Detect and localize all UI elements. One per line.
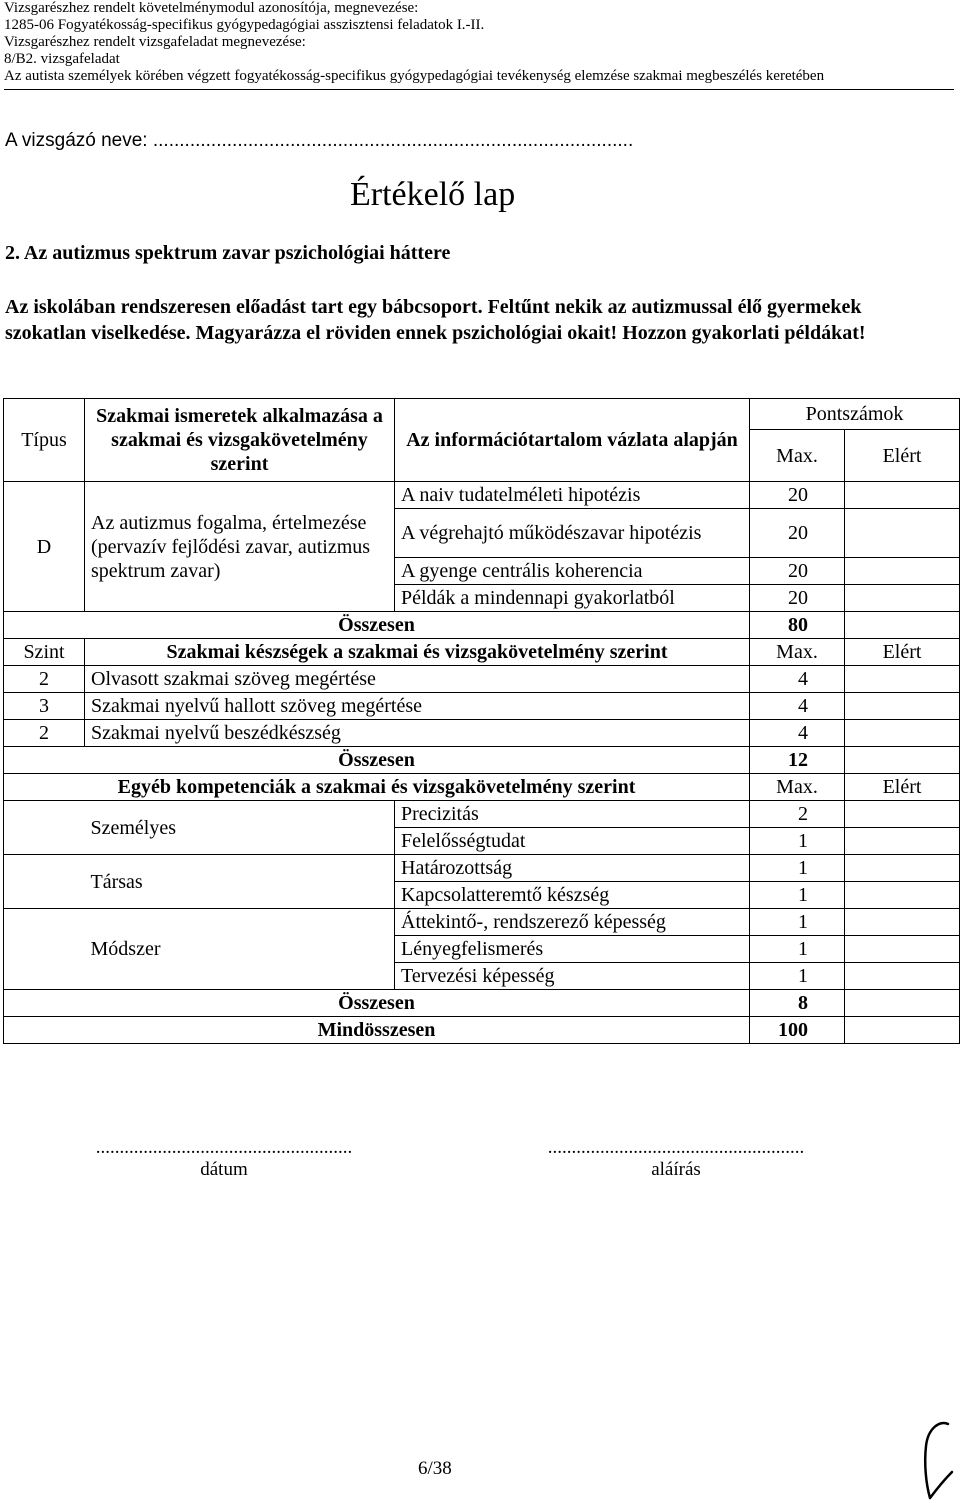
grand-total-label: Mindösszesen [4, 1017, 750, 1044]
knowledge-item-max: 20 [750, 558, 845, 585]
skill-text: Szakmai nyelvű hallott szöveg megértése [85, 693, 750, 720]
knowledge-total-achieved [845, 612, 960, 639]
date-dots: ...................................................... [95, 1137, 353, 1158]
skills-total-achieved [845, 747, 960, 774]
skill-achieved [845, 693, 960, 720]
knowledge-topic-cell: Az autizmus fogalma, értelmezése (pervazív fejlődési zavar, autizmus spektrum zavar) [85, 482, 395, 612]
other-item-achieved [845, 882, 960, 909]
skills-heading: Szakmai készségek a szakmai és vizsgakövetelmény szerint [85, 639, 750, 666]
skill-max: 4 [750, 720, 845, 747]
other-item-max: 1 [750, 963, 845, 990]
skills-achieved-header: Elért [845, 639, 960, 666]
signature-dots: ...................................................... [547, 1137, 805, 1158]
skill-max: 4 [750, 666, 845, 693]
other-group-social: Társas [85, 855, 395, 909]
knowledge-total-label: Összesen [4, 612, 750, 639]
date-label: dátum [200, 1159, 248, 1180]
header-type-cell: Típus [4, 399, 85, 482]
knowledge-item-max: 20 [750, 585, 845, 612]
section-title: 2. Az autizmus spektrum zavar pszichológiai háttere [5, 242, 451, 264]
other-item-max: 1 [750, 882, 845, 909]
header-line-5: Az autista személyek körében végzett fogyatékosság-specifikus gyógypedagógiai tevékenység elemzése szakmai megbeszélés keretében [4, 68, 825, 84]
header-knowledge-cell: Szakmai ismeretek alkalmazása a szakmai és vizsgakövetelmény szerint [85, 399, 395, 482]
knowledge-type-cell: D [4, 482, 85, 612]
other-item-max: 1 [750, 828, 845, 855]
header-max-cell: Max. [750, 430, 845, 482]
other-item-max: 1 [750, 909, 845, 936]
grand-total-achieved [845, 1017, 960, 1044]
other-total-achieved [845, 990, 960, 1017]
other-item-max: 1 [750, 936, 845, 963]
task-description: Az iskolában rendszeresen előadást tart egy bábcsoport. Feltűnt nekik az autizmussal élő gyermekek szokatlan viselkedése. Magyarázza el röviden ennek pszichológiai okait! Hozzon gyakorlati példákat! [5, 296, 866, 344]
skills-max-header: Max. [750, 639, 845, 666]
header-points-cell: Pontszámok [750, 399, 960, 430]
page-title: Értékelő lap [350, 176, 516, 213]
other-spacer [4, 855, 85, 909]
skill-text: Olvasott szakmai szöveg megértése [85, 666, 750, 693]
other-heading: Egyéb kompetenciák a szakmai és vizsgakövetelmény szerint [4, 774, 750, 801]
handwritten-initial-mark [918, 1420, 958, 1502]
page-header [4, 0, 954, 85]
other-item-achieved [845, 855, 960, 882]
other-item-achieved [845, 909, 960, 936]
knowledge-item-achieved [845, 509, 960, 558]
skill-max: 4 [750, 693, 845, 720]
knowledge-total-value: 80 [750, 612, 845, 639]
skill-achieved [845, 720, 960, 747]
other-group-personal: Személyes [85, 801, 395, 855]
other-max-header: Max. [750, 774, 845, 801]
other-item-achieved [845, 801, 960, 828]
other-item-max: 1 [750, 855, 845, 882]
other-achieved-header: Elért [845, 774, 960, 801]
other-total-label: Összesen [4, 990, 750, 1017]
header-line-1: Vizsgarészhez rendelt követelménymodul azonosítója, megnevezése: [4, 0, 419, 16]
other-item: Felelősségtudat [395, 828, 750, 855]
skill-level: 3 [4, 693, 85, 720]
page-number: 6/38 [418, 1458, 452, 1479]
knowledge-item: Példák a mindennapi gyakorlatból [395, 585, 750, 612]
header-divider [4, 89, 954, 90]
knowledge-item-max: 20 [750, 509, 845, 558]
skills-total-label: Összesen [4, 747, 750, 774]
skill-level: 2 [4, 720, 85, 747]
knowledge-item: A naiv tudatelméleti hipotézis [395, 482, 750, 509]
other-item: Áttekintő-, rendszerező képesség [395, 909, 750, 936]
header-info-cell: Az információtartalom vázlata alapján [395, 399, 750, 482]
skill-achieved [845, 666, 960, 693]
other-item: Határozottság [395, 855, 750, 882]
knowledge-item: A végrehajtó működészavar hipotézis [395, 509, 750, 558]
other-group-method: Módszer [85, 909, 395, 990]
header-line-3: Vizsgarészhez rendelt vizsgafeladat megnevezése: [4, 34, 306, 50]
evaluation-table [3, 398, 960, 1044]
header-line-4: 8/B2. vizsgafeladat [4, 51, 120, 67]
other-item-max: 2 [750, 801, 845, 828]
other-item-achieved [845, 963, 960, 990]
other-item: Tervezési képesség [395, 963, 750, 990]
signature-block [540, 1137, 812, 1181]
other-item-achieved [845, 828, 960, 855]
other-spacer [4, 909, 85, 990]
header-achieved-cell: Elért [845, 430, 960, 482]
knowledge-item: A gyenge centrális koherencia [395, 558, 750, 585]
header-line-2: 1285-06 Fogyatékosság-specifikus gyógypedagógiai asszisztensi feladatok I.-II. [4, 17, 485, 33]
candidate-name-line: A vizsgázó neve: ........................................................................................... [5, 130, 634, 151]
date-signature-block [90, 1137, 358, 1181]
other-item: Lényegfelismerés [395, 936, 750, 963]
knowledge-item-max: 20 [750, 482, 845, 509]
skills-total-value: 12 [750, 747, 845, 774]
skills-level-header: Szint [4, 639, 85, 666]
other-item-achieved [845, 936, 960, 963]
skill-level: 2 [4, 666, 85, 693]
grand-total-value: 100 [750, 1017, 845, 1044]
other-item: Precizitás [395, 801, 750, 828]
signature-label: aláírás [651, 1159, 701, 1180]
other-spacer [4, 801, 85, 855]
knowledge-item-achieved [845, 558, 960, 585]
skill-text: Szakmai nyelvű beszédkészség [85, 720, 750, 747]
knowledge-item-achieved [845, 482, 960, 509]
other-item: Kapcsolatteremtő készség [395, 882, 750, 909]
knowledge-item-achieved [845, 585, 960, 612]
other-total-value: 8 [750, 990, 845, 1017]
